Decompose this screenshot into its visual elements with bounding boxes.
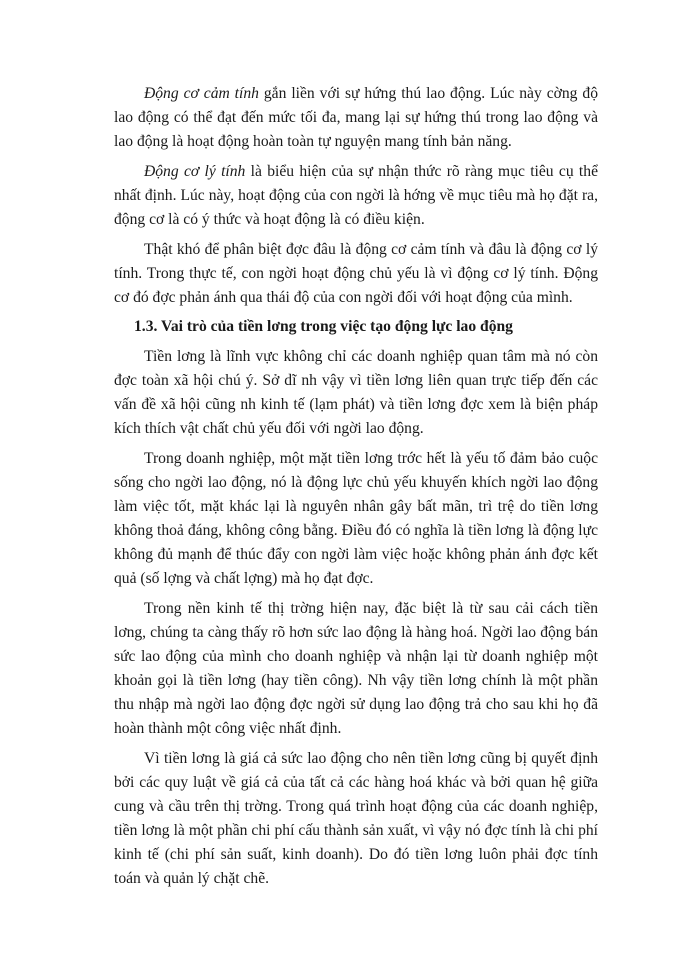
paragraph-rational-motive (114, 160, 598, 232)
paragraph-text: gắn liền với sự hứng thú lao động. Lúc này cờng độ lao động có thể đạt đến mức tối đa, mang lại sự hứng thú trong lao động và lao động là hoạt động hoàn toàn tự nguyện mang tính bản năng. (114, 85, 598, 151)
section-heading: 1.3. Vai trò của tiền lơng trong việc tạo động lực lao động (134, 318, 513, 336)
paragraph-wage-in-enterprise: Trong doanh nghiệp, một mặt tiền lơng trớc hết là yếu tố đảm bảo cuộc sống cho ngời lao động, nó là động lực chủ yếu khuyến khích ngời lao động làm việc tốt, mặt khác lại là nguyên nhân gây bất mãn, trì trệ do tiền lơng không thoả đáng, không công bằng. Điều đó có nghĩa là tiền lơng là động lực không đủ mạnh để thúc đẩy con ngời làm việc hoặc không phản ánh đợc kết quả (số lợng và chất lợng) mà họ đạt đợc. (114, 449, 598, 588)
paragraph-emotional-motive (114, 82, 598, 154)
paragraph-text: Thật khó để phân biệt đợc đâu là động cơ cảm tính và đâu là động cơ lý tính. Trong thực tế, con ngời hoạt động chủ yếu là vì động cơ lý tính. Động cơ đó đợc phản ánh qua thái độ của con ngời đối với hoạt động của mình. (114, 240, 598, 306)
paragraph-market-economy: Trong nền kinh tế thị trờng hiện nay, đặc biệt là từ sau cải cách tiền lơng, chúng ta càng thấy rõ hơn sức lao động là hàng hoá. Ngời lao động bán sức lao động của mình cho doanh nghiệp và nhận lại từ doanh nghiệp một khoản gọi là tiền lơng (hay tiền công). Nh vậy tiền lơng chính là một phần thu nhập mà ngời lao động đợc ngời sử dụng lao động trả cho sau khi họ đã hoàn thành một công việc nhất định. (114, 599, 598, 738)
document-body (114, 82, 598, 897)
term-emotional-motive: Động cơ cảm tính (144, 85, 259, 102)
paragraph-text: là biểu hiện của sự nhận thức rõ ràng mục tiêu cụ thể nhất định. Lúc này, hoạt động của con ngời là hớng về mục tiêu mà họ đặt ra, động cơ là có ý thức và hoạt động là có điều kiện. (114, 162, 598, 228)
term-rational-motive: Động cơ lý tính (144, 162, 246, 180)
paragraph-wage-price: Vì tiền lơng là giá cả sức lao động cho nên tiền lơng cũng bị quyết định bởi các quy luật về giá cả của tất cả các hàng hoá khác và bởi quan hệ giữa cung và cầu trên thị trờng. Trong quá trình hoạt động của các doanh nghiệp, tiền lơng là một phần chi phí cấu thành sản xuất, vì vậy nó đợc tính là chi phí kinh tế (chi phí sản suất, kinh doanh). Do đó tiền lơng luôn phải đợc tính toán và quản lý chặt chẽ. (114, 749, 598, 888)
paragraph-wage-importance: Tiền lơng là lĩnh vực không chỉ các doanh nghiệp quan tâm mà nó còn đợc toàn xã hội chú ý. Sở dĩ nh vậy vì tiền lơng liên quan trực tiếp đến các vấn đề xã hội cũng nh kinh tế (lạm phát) và tiền lơng đợc xem là biện pháp kích thích vật chất chủ yếu đối với ngời lao động. (114, 347, 598, 438)
paragraph-distinction (114, 238, 598, 310)
